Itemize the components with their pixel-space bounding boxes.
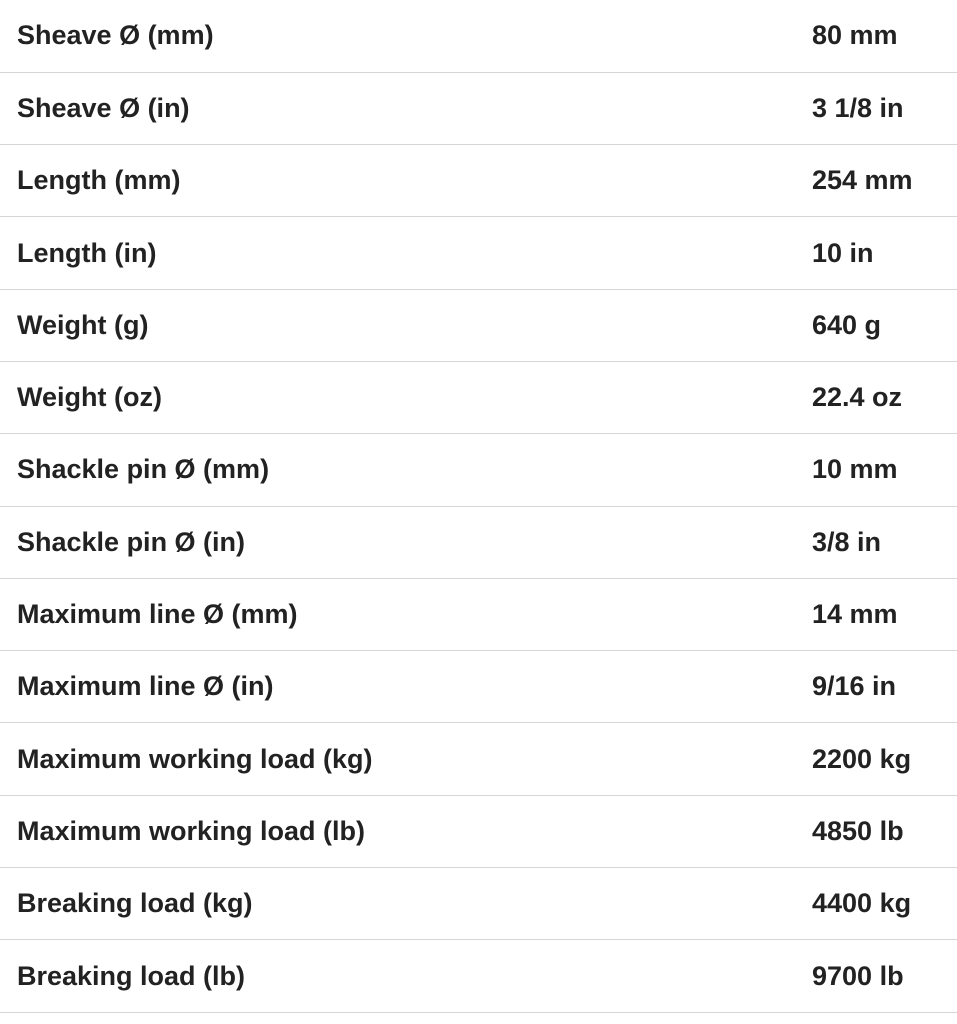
table-row: [0, 868, 957, 940]
spec-label: Weight (oz): [17, 382, 162, 413]
spec-label: Maximum line Ø (mm): [17, 599, 298, 630]
spec-value: 640 g: [812, 309, 882, 340]
spec-value: 2200 kg: [812, 743, 912, 774]
table-row: [0, 145, 957, 217]
table-row: [0, 289, 957, 361]
spec-label: Maximum working load (lb): [17, 815, 366, 846]
spec-label: Length (in): [17, 237, 157, 268]
spec-value: 9/16 in: [812, 671, 897, 702]
spec-label: Maximum working load (kg): [17, 743, 373, 774]
table-row: [0, 361, 957, 433]
table-row: [0, 434, 957, 506]
spec-value: 3 1/8 in: [812, 92, 904, 123]
table-row: [0, 217, 957, 289]
table-row: [0, 578, 957, 650]
spec-label: Weight (g): [17, 309, 149, 340]
spec-value: 4850 lb: [812, 815, 904, 846]
table-row: [0, 506, 957, 578]
spec-value: 10 mm: [812, 454, 898, 485]
spec-label: Sheave Ø (in): [17, 92, 190, 123]
spec-value: 3/8 in: [812, 526, 882, 557]
spec-label: Shackle pin Ø (mm): [17, 454, 270, 485]
table-row: [0, 0, 957, 72]
spec-label: Length (mm): [17, 165, 181, 196]
table-row: [0, 940, 957, 1012]
spec-value: 9700 lb: [812, 960, 904, 991]
spec-label: Sheave Ø (mm): [17, 20, 214, 51]
table-row: [0, 651, 957, 723]
spec-value: 10 in: [812, 237, 874, 268]
table-row: [0, 723, 957, 795]
spec-label: Breaking load (lb): [17, 960, 246, 991]
spec-label: Maximum line Ø (in): [17, 671, 274, 702]
spec-value: 4400 kg: [812, 888, 912, 919]
spec-value: 80 mm: [812, 20, 898, 51]
spec-value: 14 mm: [812, 599, 898, 630]
spec-value: 22.4 oz: [812, 382, 903, 413]
spec-value: 254 mm: [812, 165, 913, 196]
table-row: [0, 72, 957, 144]
spec-label: Shackle pin Ø (in): [17, 526, 246, 557]
spec-label: Breaking load (kg): [17, 888, 253, 919]
table-row: [0, 795, 957, 867]
